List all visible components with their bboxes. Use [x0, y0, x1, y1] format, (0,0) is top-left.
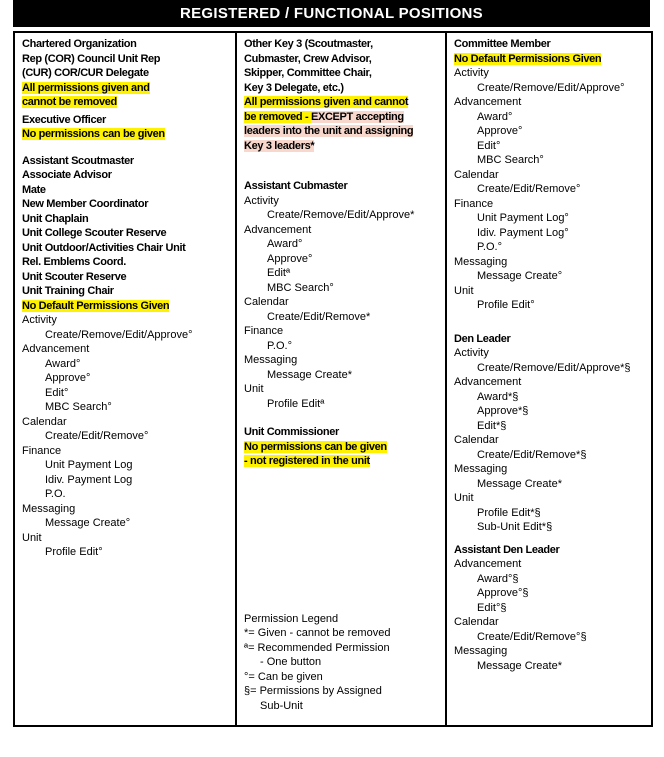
permission-item-line — [454, 572, 647, 587]
permission-category-line — [454, 491, 647, 506]
position-block — [454, 543, 647, 674]
position-title-line — [22, 284, 231, 299]
permission-item-line — [22, 429, 231, 444]
position-title-line — [454, 37, 647, 52]
line-text: Approve° — [45, 372, 91, 384]
line-text: Chartered Organization — [22, 38, 137, 50]
permission-legend — [244, 612, 441, 714]
line-text: Approve*§ — [477, 405, 529, 417]
line-text: Calendar — [454, 168, 499, 181]
permission-category-line — [22, 531, 231, 546]
line-text: Approve°§ — [477, 587, 529, 599]
permission-item-line — [22, 357, 231, 372]
line-text: Unit — [22, 531, 42, 544]
permission-category-line — [22, 502, 231, 517]
permission-item-line — [454, 182, 647, 197]
line-text: Assistant Den Leader — [454, 543, 560, 556]
permission-item-line — [454, 520, 647, 535]
position-title-line — [244, 52, 441, 67]
line-text: Finance — [22, 444, 62, 457]
line-text: Unit Scouter Reserve — [22, 270, 127, 283]
permission-category-line — [454, 557, 647, 572]
highlighted-note-line — [244, 110, 441, 125]
permission-category-line — [454, 168, 647, 183]
position-title-line — [244, 81, 441, 96]
line-text: Messaging — [244, 354, 298, 366]
line-text: New Member Coordinator — [22, 198, 149, 210]
column-other-key3 — [237, 33, 447, 725]
permission-item-line — [454, 124, 647, 139]
line-text: Edit*§ — [477, 419, 507, 432]
highlighted-note-line — [244, 454, 441, 469]
permission-item-line — [454, 390, 647, 405]
permission-item-line — [454, 404, 647, 419]
line-text: leaders into the unit and assigning — [244, 125, 414, 137]
permission-item-line — [454, 269, 647, 284]
permission-item-line — [22, 386, 231, 401]
permission-item-line — [22, 545, 231, 560]
line-text: P.O. — [45, 488, 66, 500]
position-title-line — [22, 168, 231, 183]
line-text: Unit Commissioner — [244, 426, 339, 438]
line-text: Profile Editª — [267, 397, 325, 410]
permission-category-line — [22, 313, 231, 328]
permission-item-line — [454, 419, 647, 434]
line-text: Unit Payment Log° — [477, 212, 569, 224]
permission-item-line — [454, 506, 647, 521]
permission-category-line — [454, 433, 647, 448]
permission-item-line — [22, 458, 231, 473]
line-text: Award° — [477, 110, 513, 123]
line-text: MBC Search° — [267, 281, 334, 294]
position-block — [454, 332, 647, 535]
permission-category-line — [454, 66, 647, 81]
position-title-line — [22, 197, 231, 212]
permission-category-line — [244, 324, 441, 339]
position-title-line — [22, 226, 231, 241]
line-text: Advancement — [454, 376, 522, 388]
line-text: Profile Edit° — [45, 546, 103, 558]
line-text: Advancement — [454, 96, 522, 108]
line-text: °= Can be given — [244, 670, 323, 683]
permission-item-line — [454, 586, 647, 601]
permission-item-line — [244, 266, 441, 281]
permission-item-line — [22, 328, 231, 343]
permission-item-line — [454, 81, 647, 96]
line-text: Editª — [267, 267, 291, 279]
position-block — [22, 113, 231, 142]
legend-line — [244, 699, 441, 714]
line-text: Approve° — [267, 252, 313, 265]
line-text: Cubmaster, Crew Advisor, — [244, 52, 372, 65]
legend-line — [244, 655, 441, 670]
permission-item-line — [244, 281, 441, 296]
permission-item-line — [244, 310, 441, 325]
line-text: cannot be removed — [22, 96, 117, 108]
permission-item-line — [454, 226, 647, 241]
positions-table — [13, 31, 653, 727]
position-title-line — [22, 212, 231, 227]
permission-item-line — [454, 448, 647, 463]
position-title-line — [22, 241, 231, 256]
line-text: Mate — [22, 183, 46, 196]
permission-item-line — [454, 110, 647, 125]
column-committee-member — [447, 33, 651, 725]
line-text: P.O.° — [267, 339, 292, 352]
permission-item-line — [22, 473, 231, 488]
highlighted-note-line — [22, 95, 231, 110]
line-text: Calendar — [454, 616, 499, 628]
line-text: Unit College Scouter Reserve — [22, 227, 167, 239]
line-text: Unit Training Chair — [22, 285, 114, 297]
position-title-line — [244, 179, 441, 194]
permission-item-line — [454, 298, 647, 313]
line-text: Create/Remove/Edit/Approve° — [45, 328, 193, 341]
line-text: *= Given - cannot be removed — [244, 627, 391, 639]
line-text: Unit — [244, 383, 264, 395]
line-text: Other Key 3 (Scoutmaster, — [244, 38, 373, 50]
line-text: Edit° — [477, 139, 501, 152]
column-chartered-org — [15, 33, 237, 725]
permission-item-line — [454, 139, 647, 154]
line-text: Activity — [454, 67, 489, 79]
line-text: MBC Search° — [477, 154, 544, 166]
line-text: Profile Edit*§ — [477, 506, 541, 519]
permission-item-line — [22, 487, 231, 502]
permission-category-line — [454, 95, 647, 110]
line-text: Idiv. Payment Log° — [477, 226, 569, 239]
line-text: Committee Member — [454, 38, 551, 50]
line-text: Den Leader — [454, 332, 511, 345]
permission-item-line — [22, 371, 231, 386]
permission-item-line — [454, 659, 647, 674]
line-text: Assistant Cubmaster — [244, 180, 348, 192]
line-text: Unit — [454, 284, 474, 297]
highlighted-note-line — [244, 124, 441, 139]
permission-category-line — [244, 295, 441, 310]
permission-item-line — [454, 361, 647, 376]
line-text: ª= Recommended Permission — [244, 641, 390, 654]
position-title-line — [244, 37, 441, 52]
line-text: Calendar — [22, 415, 67, 428]
position-block — [22, 37, 231, 110]
line-text: Activity — [22, 314, 57, 326]
line-text: Rel. Emblems Coord. — [22, 256, 126, 268]
line-text: Activity — [244, 194, 279, 207]
line-text: All permissions given and cannot — [244, 96, 409, 108]
permission-item-line — [454, 240, 647, 255]
highlighted-note-line — [244, 440, 441, 455]
permission-category-line — [244, 223, 441, 238]
note-text-segment: EXCEPT accepting — [310, 110, 404, 123]
position-block — [454, 37, 647, 313]
permission-category-line — [22, 342, 231, 357]
line-text: Calendar — [244, 296, 289, 308]
legend-title — [244, 612, 441, 627]
permission-item-line — [454, 601, 647, 616]
permission-item-line — [244, 339, 441, 354]
line-text: Unit Payment Log — [45, 459, 133, 471]
line-text: Create/Edit/Remove° — [477, 183, 581, 195]
permission-category-line — [22, 415, 231, 430]
permission-category-line — [454, 615, 647, 630]
line-text: Create/Edit/Remove° — [45, 430, 149, 442]
line-text: - One button — [260, 656, 322, 668]
position-title-line — [454, 332, 647, 347]
highlighted-note-line — [244, 139, 441, 154]
line-text: Create/Remove/Edit/Approve° — [477, 81, 625, 94]
permission-item-line — [454, 153, 647, 168]
highlighted-note-line — [244, 95, 441, 110]
permission-category-line — [22, 444, 231, 459]
highlighted-note-line — [22, 81, 231, 96]
permission-item-line — [22, 400, 231, 415]
permission-item-line — [454, 211, 647, 226]
line-text: Advancement — [454, 558, 522, 570]
position-block — [22, 154, 231, 560]
line-text: Unit Outdoor/Activities Chair Unit — [22, 241, 186, 254]
line-text: No permissions can be given — [22, 128, 165, 140]
position-block — [244, 179, 441, 411]
line-text: Create/Edit/Remove*§ — [477, 448, 587, 461]
position-block — [244, 425, 441, 469]
line-text: Permission Legend — [244, 612, 339, 625]
line-text: Create/Remove/Edit/Approve* — [267, 209, 415, 221]
line-text: Advancement — [244, 223, 312, 236]
line-text: Messaging — [454, 463, 508, 475]
line-text: No Default Permissions Given — [22, 299, 170, 312]
line-text: Calendar — [454, 434, 499, 446]
line-text: Key 3 leaders* — [244, 139, 315, 152]
highlighted-note-line — [22, 299, 231, 314]
legend-line — [244, 641, 441, 656]
line-text: Skipper, Committee Chair, — [244, 67, 372, 79]
position-title-line — [22, 52, 231, 67]
line-text: Create/Remove/Edit/Approve*§ — [477, 361, 631, 374]
line-text: Create/Edit/Remove°§ — [477, 630, 587, 643]
line-text: Advancement — [22, 343, 90, 355]
line-text: Idiv. Payment Log — [45, 473, 133, 486]
line-text: Activity — [454, 347, 489, 359]
permission-item-line — [244, 237, 441, 252]
highlighted-note-line — [454, 52, 647, 67]
line-text: §= Permissions by Assigned — [244, 685, 382, 697]
line-text: (CUR) COR/CUR Delegate — [22, 67, 149, 79]
highlighted-note-line — [22, 127, 231, 142]
line-text: Message Create* — [267, 368, 352, 381]
line-text: Award° — [267, 238, 303, 250]
line-text: Award*§ — [477, 390, 519, 403]
line-text: Profile Edit° — [477, 299, 535, 311]
permission-item-line — [244, 208, 441, 223]
position-title-line — [22, 37, 231, 52]
permission-category-line — [454, 346, 647, 361]
position-title-line — [22, 66, 231, 81]
line-text: P.O.° — [477, 241, 502, 253]
line-text: Sub-Unit Edit*§ — [477, 521, 553, 533]
page-title: REGISTERED / FUNCTIONAL POSITIONS — [180, 5, 483, 22]
line-text: Associate Advisor — [22, 169, 112, 181]
line-text: Message Create° — [477, 270, 563, 282]
permission-item-line — [22, 516, 231, 531]
line-text: Messaging — [22, 502, 76, 515]
line-text: Edit° — [45, 386, 69, 399]
permission-category-line — [454, 284, 647, 299]
position-title-line — [244, 66, 441, 81]
position-title-line — [454, 543, 647, 558]
line-text: - not registered in the unit — [244, 455, 370, 467]
line-text: No permissions can be given — [244, 440, 387, 453]
line-text: Unit Chaplain — [22, 212, 89, 225]
permission-category-line — [454, 197, 647, 212]
line-text: No Default Permissions Given — [454, 52, 602, 65]
line-text: MBC Search° — [45, 401, 112, 413]
legend-line — [244, 670, 441, 685]
permission-item-line — [244, 368, 441, 383]
permission-category-line — [454, 644, 647, 659]
position-title-line — [22, 183, 231, 198]
title-bar — [13, 0, 650, 27]
line-text: Approve° — [477, 125, 523, 137]
position-title-line — [244, 425, 441, 440]
line-text: Finance — [244, 325, 284, 337]
line-text: Finance — [454, 197, 494, 210]
permission-item-line — [454, 477, 647, 492]
position-title-line — [22, 113, 231, 128]
permission-category-line — [454, 375, 647, 390]
permission-category-line — [244, 353, 441, 368]
permission-category-line — [454, 255, 647, 270]
line-text: Assistant Scoutmaster — [22, 154, 134, 167]
permission-item-line — [244, 397, 441, 412]
line-text: Award°§ — [477, 572, 519, 585]
line-text: Message Create* — [477, 659, 562, 672]
line-text: Message Create* — [477, 477, 562, 490]
line-text: Rep (COR) Council Unit Rep — [22, 52, 161, 65]
line-text: Unit — [454, 492, 474, 504]
position-title-line — [22, 270, 231, 285]
position-title-line — [22, 255, 231, 270]
line-text: Award° — [45, 357, 81, 370]
permission-category-line — [244, 382, 441, 397]
position-block — [244, 37, 441, 153]
line-text: All permissions given and — [22, 81, 150, 94]
permission-item-line — [244, 252, 441, 267]
line-text: Executive Officer — [22, 113, 106, 126]
line-text: Message Create° — [45, 517, 131, 529]
permission-item-line — [454, 630, 647, 645]
line-text: Edit°§ — [477, 601, 507, 614]
permission-category-line — [244, 194, 441, 209]
note-text-segment: be removed - — [244, 110, 311, 123]
position-title-line — [22, 154, 231, 169]
line-text: Create/Edit/Remove* — [267, 310, 371, 323]
line-text: Messaging — [454, 255, 508, 268]
line-text: Key 3 Delegate, etc.) — [244, 81, 344, 94]
permission-category-line — [454, 462, 647, 477]
legend-line — [244, 684, 441, 699]
legend-line — [244, 626, 441, 641]
line-text: Messaging — [454, 645, 508, 657]
line-text: Sub-Unit — [260, 699, 303, 712]
